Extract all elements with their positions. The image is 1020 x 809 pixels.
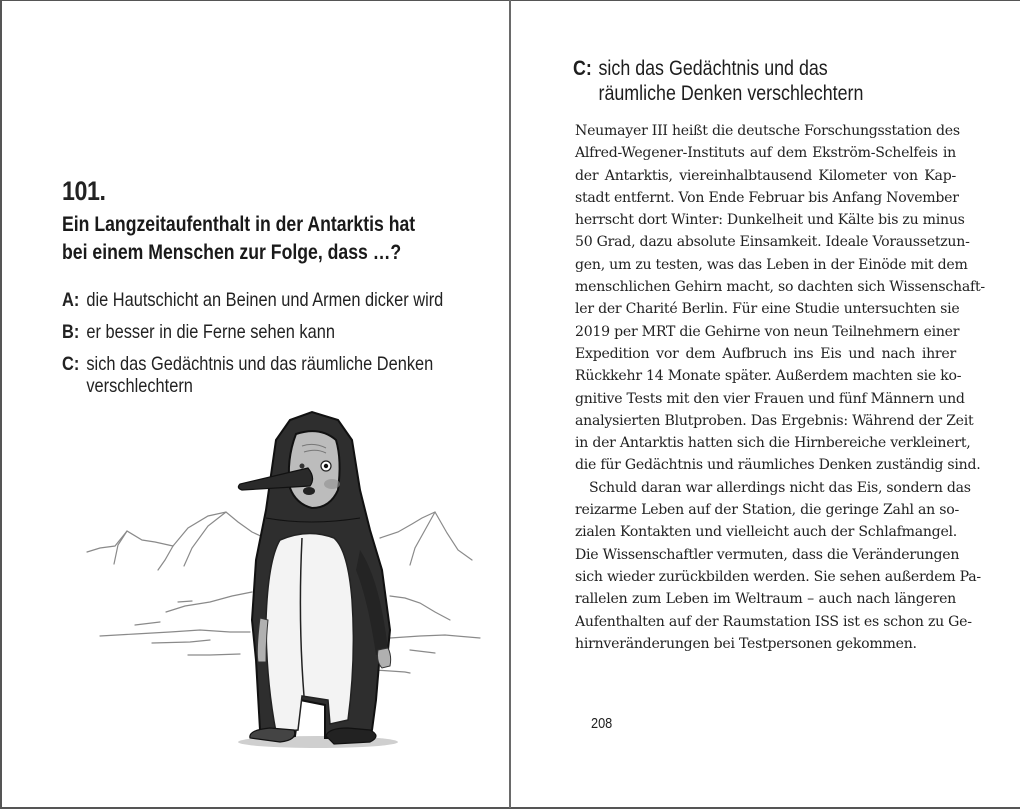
answer-text: sich das Gedächtnis und das räumliche Denken [86,353,434,375]
text-line: in der Antarktis hatten sich die Hirnbereiche verkleinert, [575,435,971,452]
text-line: Die Wissenschaftler vermuten, dass die Veränderungen [575,546,960,563]
answer-key: C: [62,353,80,375]
text-line: 2019 per MRT die Gehirne von neun Teilnehmern einer [575,323,960,340]
question-title-line: bei einem Menschen zur Folge, dass …? [62,241,402,264]
text-line: hirnveränderungen bei Testpersonen gekommen. [575,635,917,652]
text-line: Expedition vor dem Aufbruch ins Eis und nach ihrer [575,345,956,362]
text-line: reizarme Leben auf der Station, die geringe Zahl an so- [575,502,959,519]
question-number: 101. [62,176,106,206]
penguin-costume-illustration [80,400,500,750]
answer-text: er besser in die Ferne sehen kann [86,321,335,343]
answer-options [62,288,457,406]
answer-option-a [62,288,457,312]
solution-text-line: sich das Gedächtnis und das [598,57,828,80]
text-line: Alfred-Wegener-Instituts auf dem Ekström-Schelfeis in [575,145,956,162]
question-title-line: Ein Langzeitaufenthalt in der Antarktis hat [62,213,416,236]
left-page [0,0,509,808]
text-line: herrscht dort Winter: Dunkelheit und Kälte bis zu minus [575,212,965,229]
solution-text-line: räumliche Denken verschlechtern [598,82,864,105]
text-line: Schuld daran war allerdings nicht das Eis, sondern das [589,479,971,496]
right-page [511,0,1020,808]
text-line: gnitive Tests mit den vier Frauen und fünf Männern und [575,390,965,407]
answer-text: verschlechtern [86,375,193,397]
text-line: Aufenthalten auf der Raumstation ISS ist es schon zu Ge- [575,613,972,630]
text-line: zialen Kontakten und vielleicht auch der Schlafmangel. [575,524,958,541]
text-line: ler der Charité Berlin. Für eine Studie untersuchten sie [575,301,960,318]
answer-key: B: [62,321,80,343]
text-line: Neumayer III heißt die deutsche Forschungsstation des [575,123,960,139]
solution-heading [573,56,964,106]
question-title [62,211,448,267]
answer-option-b [62,320,457,344]
answer-text: die Hautschicht an Beinen und Armen dicker wird [86,289,444,311]
text-line: gen, um zu testen, was das Leben in der Einöde mit dem [575,256,968,273]
text-line: stadt entfernt. Von Ende Februar bis Anfang November [575,189,959,206]
solution-key: C: [573,57,592,80]
text-line: analysierten Blutproben. Das Ergebnis: Während der Zeit [575,412,974,429]
explanation-text [575,120,985,655]
answer-option-c [62,352,457,398]
text-line: sich wieder zurückbilden werden. Sie sehen außerdem Pa- [575,568,981,585]
answer-key: A: [62,289,80,311]
text-line: Rückkehr 14 Monate später. Außerdem machten sie ko- [575,368,962,385]
text-line: rallelen zum Leben im Weltraum – auch nach längeren [575,591,956,608]
text-line: 50 Grad, dazu absolute Einsamkeit. Ideale Voraussetzun- [575,234,970,251]
page-number: 208 [591,715,613,732]
text-line: der Antarktis, viereinhalbtausend Kilometer von Kap- [575,167,956,184]
text-line: menschlichen Gehirn macht, so dachten sich Wissenschaft- [575,279,985,296]
text-line: die für Gedächtnis und räumliches Denken zuständig sind. [575,457,981,474]
